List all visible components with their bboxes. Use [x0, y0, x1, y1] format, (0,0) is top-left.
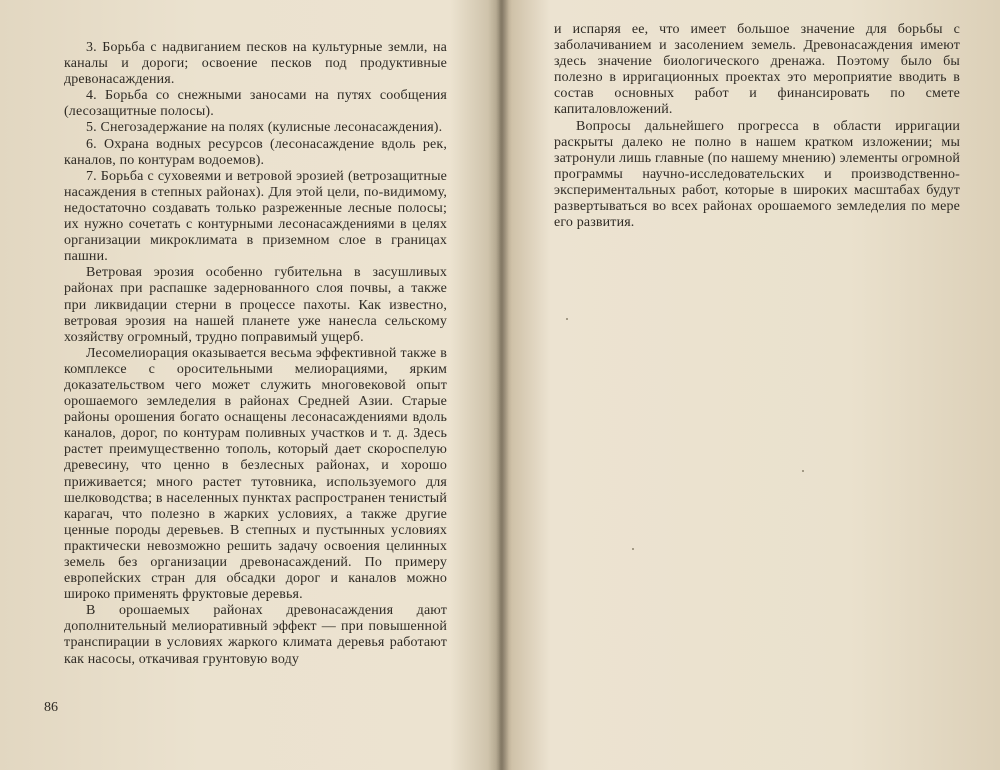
paper-speck [566, 318, 568, 320]
page-number: 86 [44, 700, 58, 715]
paragraph: Вопросы дальнейшего прогресса в области ирригации раскрыты далеко не полно в нашем кратком изложении; мы затронули лишь главные (по нашему мнению) элементы огромной программы научно-исследовательских и производственно-экспериментальных работ, которые в широких масштабах будут развертываться во всех районах орошаемого земледелия по мере его развития. [554, 118, 960, 231]
paragraph: 3. Борьба с надвиганием песков на культурные земли, на каналы и дороги; освоение песков под продуктивные древонасаждения. [64, 40, 447, 88]
right-page [502, 0, 1000, 770]
paragraph: Лесомелиорация оказывается весьма эффективной также в комплексе с оросительными мелиорациями, ярким доказательством чего может служить многовековой опыт орошаемого земледелия в районах Средней Азии. Старые районы орошения богато оснащены лесонасаждениями вдоль каналов, дорог, по контурам поливных участков и т. д. Здесь растет преимущественно тополь, который дает скороспелую древесину, что ценно в безлесных районах, и хорошо приживается; много растет тутовника, используемого для шелководства; в населенных пунктах распространен тенистый карагач, что полезно в жарких условиях, а также другие ценные породы деревьев. В степных и пустынных условиях практически невозможно решить задачу освоения целинных земель без организации древонасаждений. По примеру европейских стран для обсадки дорог и каналов можно широко применять фруктовые деревья. [64, 345, 447, 603]
paragraph: В орошаемых районах древонасаждения дают дополнительный мелиоративный эффект — при повышенной транспирации в условиях жаркого климата деревья работают как насосы, откачивая грунтовую воду [64, 603, 447, 667]
paragraph: 6. Охрана водных ресурсов (лесонасаждение вдоль рек, каналов, по контурам водоемов). [64, 136, 447, 168]
paper-speck [632, 548, 634, 550]
left-page-text [64, 40, 447, 668]
paragraph: 5. Снегозадержание на полях (кулисные лесонасаждения). [86, 120, 443, 136]
paragraph: 4. Борьба со снежными заносами на путях сообщения (лесозащитные полосы). [64, 88, 447, 120]
right-page-text [554, 22, 960, 231]
paper-speck [802, 470, 804, 472]
paragraph: Ветровая эрозия особенно губительна в засушливых районах при распашке задернованного слоя почвы, а также при ликвидации стерни в процессе пахоты. Как известно, ветровая эрозия на нашей планете уже нанесла сельскому хозяйству огромный, трудно поправимый ущерб. [64, 265, 447, 345]
paragraph: и испаряя ее, что имеет большое значение для борьбы с заболачиванием и засолением земель. Древонасаждения имеют здесь значение биологического дренажа. Поэтому было бы полезно в ирригационных проектах это мероприятие вводить в состав основных работ и финансировать по смете капиталовложений. [554, 22, 960, 118]
paragraph: 7. Борьба с суховеями и ветровой эрозией (ветрозащитные насаждения в степных районах). Для этой цели, по-видимому, недостаточно создавать только разреженные лесные полосы; их нужно сочетать с контурными лесонасаждениями в целях организации микроклимата в приземном слое в границах пашни. [64, 168, 447, 265]
